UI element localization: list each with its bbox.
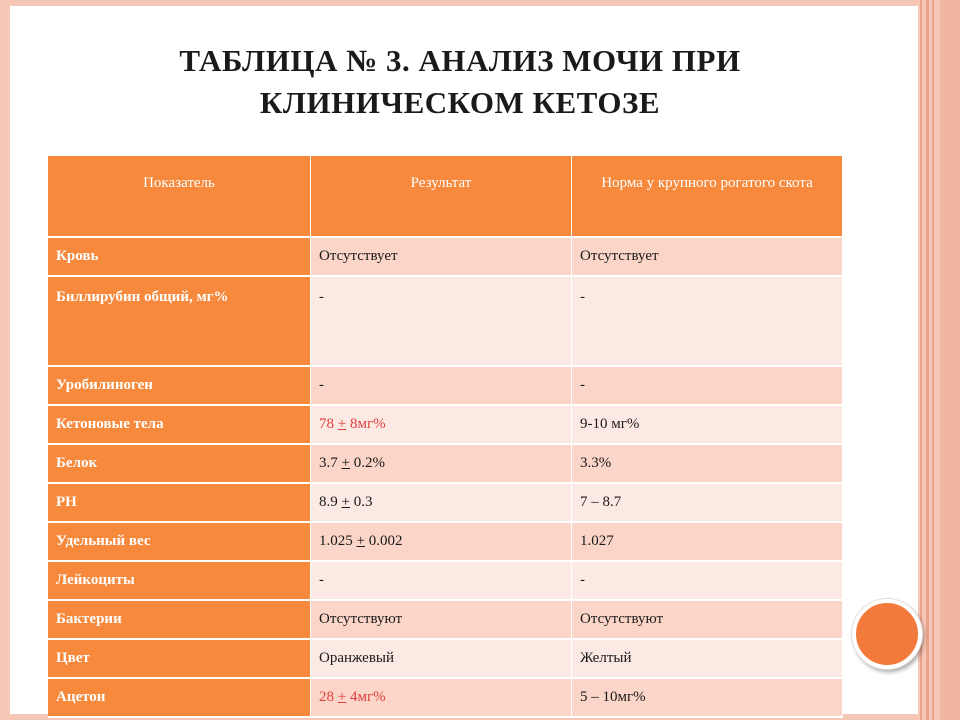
table-row (48, 276, 843, 366)
row-norm: Желтый (572, 639, 843, 678)
decorative-circle (852, 599, 922, 669)
header-result: Результат (311, 156, 572, 237)
table-row (48, 405, 843, 444)
row-indicator: Биллирубин общий, мг% (48, 276, 311, 366)
table-row (48, 366, 843, 405)
row-result: - (311, 366, 572, 405)
table-row (48, 444, 843, 483)
urine-analysis-table (48, 156, 843, 718)
row-indicator: Кетоновые тела (48, 405, 311, 444)
table-row (48, 522, 843, 561)
row-norm: 5 – 10мг% (572, 678, 843, 717)
row-norm: 7 – 8.7 (572, 483, 843, 522)
row-norm: 9-10 мг% (572, 405, 843, 444)
row-result: - (311, 561, 572, 600)
row-result: 3.7 + 0.2% (311, 444, 572, 483)
row-indicator: Цвет (48, 639, 311, 678)
row-indicator: Удельный вес (48, 522, 311, 561)
row-norm: Отсутствует (572, 237, 843, 276)
slide-title-line-1: ТАБЛИЦА № 3. АНАЛИЗ МОЧИ ПРИ (179, 43, 741, 78)
row-indicator: Ацетон (48, 678, 311, 717)
table-row (48, 237, 843, 276)
table-row (48, 639, 843, 678)
slide-frame-right (918, 0, 960, 720)
table-row (48, 600, 843, 639)
row-norm: 1.027 (572, 522, 843, 561)
row-indicator: Кровь (48, 237, 311, 276)
row-norm: 3.3% (572, 444, 843, 483)
row-norm: Отсутствуют (572, 600, 843, 639)
row-result: 28 + 4мг% (311, 678, 572, 717)
table-row (48, 678, 843, 717)
row-norm: - (572, 561, 843, 600)
table-header-row (48, 156, 843, 237)
row-result: Оранжевый (311, 639, 572, 678)
row-result: 1.025 + 0.002 (311, 522, 572, 561)
row-norm: - (572, 276, 843, 366)
row-indicator: Белок (48, 444, 311, 483)
row-result: 78 + 8мг% (311, 405, 572, 444)
row-indicator: Уробилиноген (48, 366, 311, 405)
row-result: - (311, 276, 572, 366)
row-indicator: PH (48, 483, 311, 522)
slide-title-line-2: КЛИНИЧЕСКОМ КЕТОЗЕ (259, 85, 661, 120)
table-row (48, 561, 843, 600)
table-row (48, 483, 843, 522)
row-norm: - (572, 366, 843, 405)
slide-frame-left (0, 0, 10, 720)
row-result: Отсутствует (311, 237, 572, 276)
row-indicator: Бактерии (48, 600, 311, 639)
header-indicator: Показатель (48, 156, 311, 237)
slide-title (50, 40, 870, 124)
row-result: Отсутствуют (311, 600, 572, 639)
header-norm: Норма у крупного рогатого скота (572, 156, 843, 237)
row-indicator: Лейкоциты (48, 561, 311, 600)
row-result: 8.9 + 0.3 (311, 483, 572, 522)
